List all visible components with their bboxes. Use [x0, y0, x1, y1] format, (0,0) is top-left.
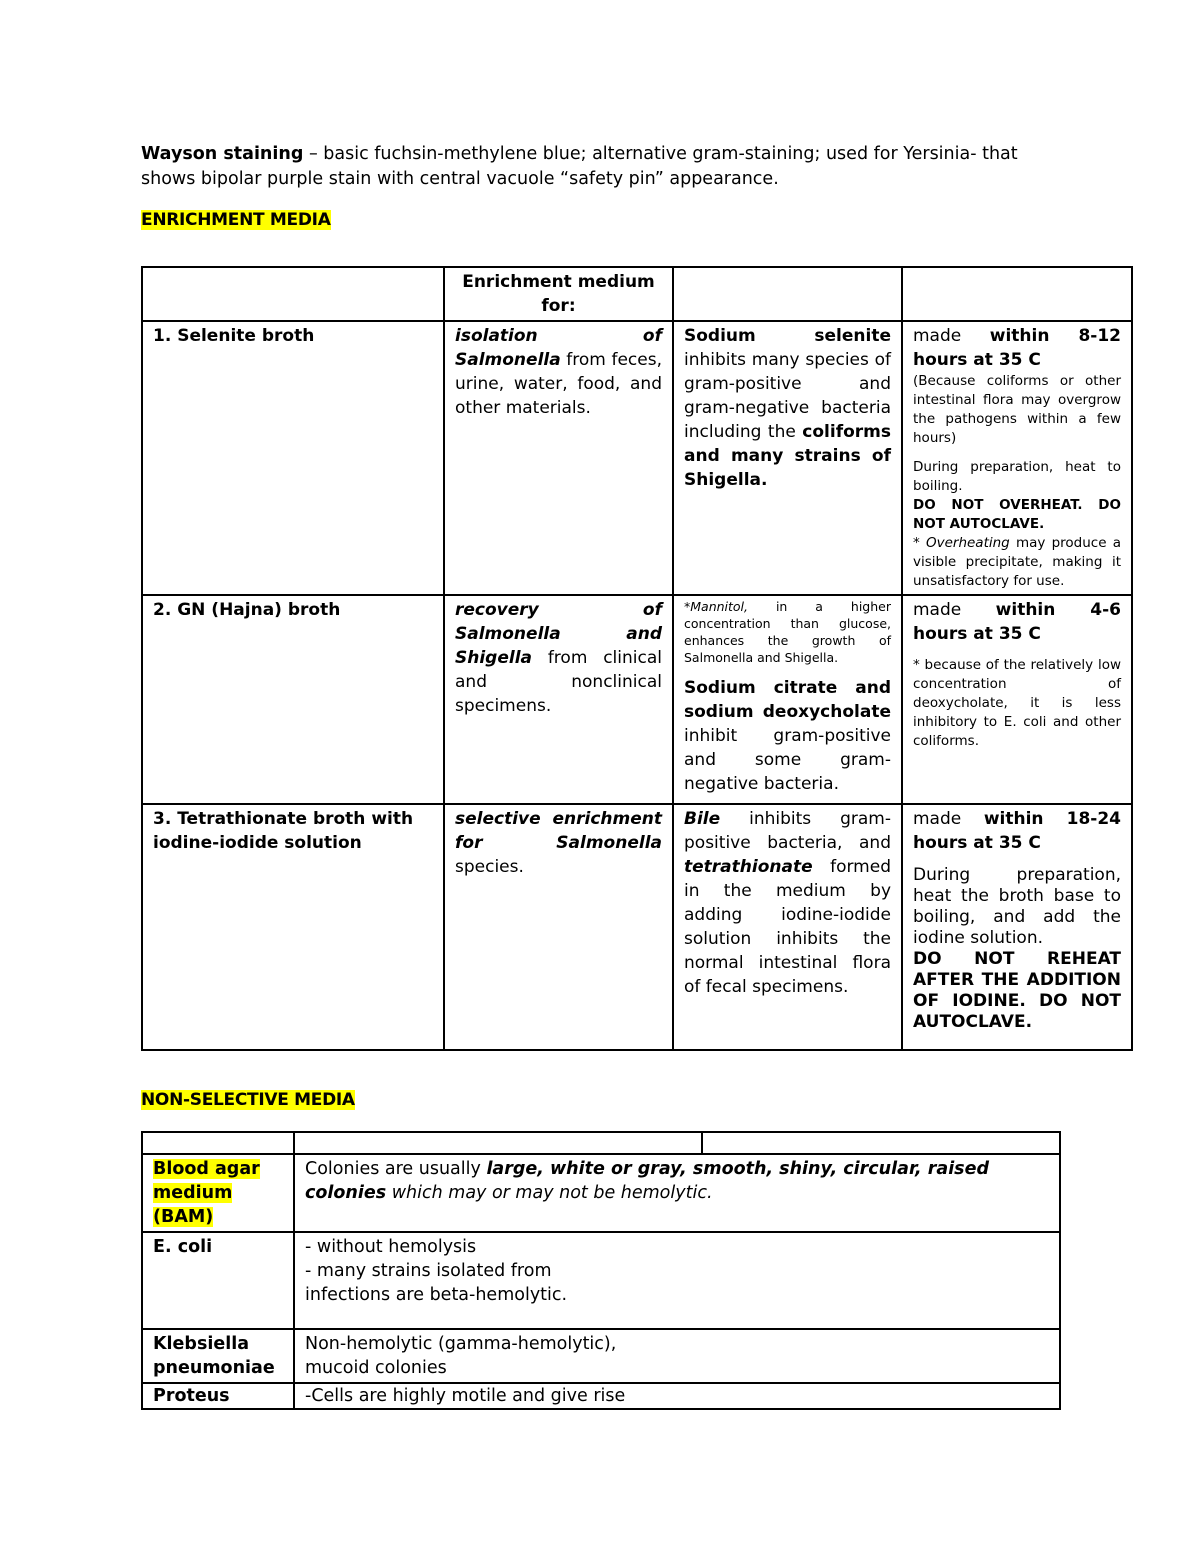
table-row: E. coli - without hemolysis - many strains isolated from infections are beta-hemolytic. — [142, 1232, 1060, 1329]
table-row: Blood agar medium (BAM) Colonies are usually large, white or gray, smooth, shiny, circular, raised colonies which may or may not be hemolytic. — [142, 1154, 1060, 1232]
table-row: 3. Tetrathionate broth with iodine-iodide solution selective enrichment for Salmonella species. Bile inhibits gram-positive bacteria, and tetrathionate formed in the medium by adding iodine-iodide solution inhibits the normal intestinal flora of fecal specimens. made within 18-24 hours at 35 C During preparation, heat the broth base to boiling, and add the iodine solution. DO NOT REHEAT AFTER THE ADDITION OF IODINE. DO NOT AUTOCLAVE. — [142, 804, 1132, 1050]
intro-term: Wayson staining — [141, 144, 304, 164]
table-header-row — [142, 1132, 1060, 1154]
table-row: 1. Selenite broth isolation of Salmonella from feces, urine, water, food, and other materials. Sodium selenite inhibits many species of gram-positive and gram-negative bacteria including the coliforms and many strains of Shigella. made within 8-12 hours at 35 C (Because coliforms or other intestinal flora may overgrow the pathogens within a few hours) During preparation, heat to boiling. DO NOT OVERHEAT. DO NOT AUTOCLAVE. * Overheating may produce a visible precipitate, making it unsatisfactory for use. — [142, 321, 1132, 595]
medium-name: 1. Selenite broth — [153, 326, 315, 346]
table-row: Klebsiella pneumoniae Non-hemolytic (gamma-hemolytic), mucoid colonies — [142, 1329, 1060, 1383]
enrichment-table — [141, 266, 1133, 1051]
medium-name: E. coli — [153, 1237, 213, 1257]
intro-text: – basic fuchsin-methylene blue; alternative gram-staining; used for Yersinia- that shows bipolar purple stain with central vacuole “safety pin” appearance. — [141, 144, 1018, 189]
medium-name: 3. Tetrathionate broth with iodine-iodide solution — [153, 809, 414, 853]
enrichment-heading: ENRICHMENT MEDIA — [141, 210, 331, 230]
medium-name: Klebsiella pneumoniae — [153, 1334, 275, 1378]
table-row: 2. GN (Hajna) broth recovery of Salmonella and Shigella from clinical and nonclinical specimens. *Mannitol, in a higher concentration than glucose, enhances the growth of Salmonella and Shigella. Sodium citrate and sodium deoxycholate inhibit gram-positive and some gram-negative bacteria. made within 4-6 hours at 35 C * because of the relatively low concentration of deoxycholate, it is less inhibitory to E. coli and other coliforms. — [142, 595, 1132, 804]
medium-name: Proteus — [153, 1386, 230, 1406]
header-enrichment-for: Enrichment medium for: — [444, 267, 673, 321]
nonselective-table — [141, 1131, 1061, 1410]
table-header-row — [142, 267, 1132, 321]
medium-name: 2. GN (Hajna) broth — [153, 600, 341, 620]
medium-name: Blood agar medium (BAM) — [153, 1159, 260, 1227]
nonselective-heading: NON-SELECTIVE MEDIA — [141, 1090, 355, 1110]
table-row: Proteus -Cells are highly motile and give rise — [142, 1383, 1060, 1409]
intro-paragraph — [141, 142, 1071, 192]
